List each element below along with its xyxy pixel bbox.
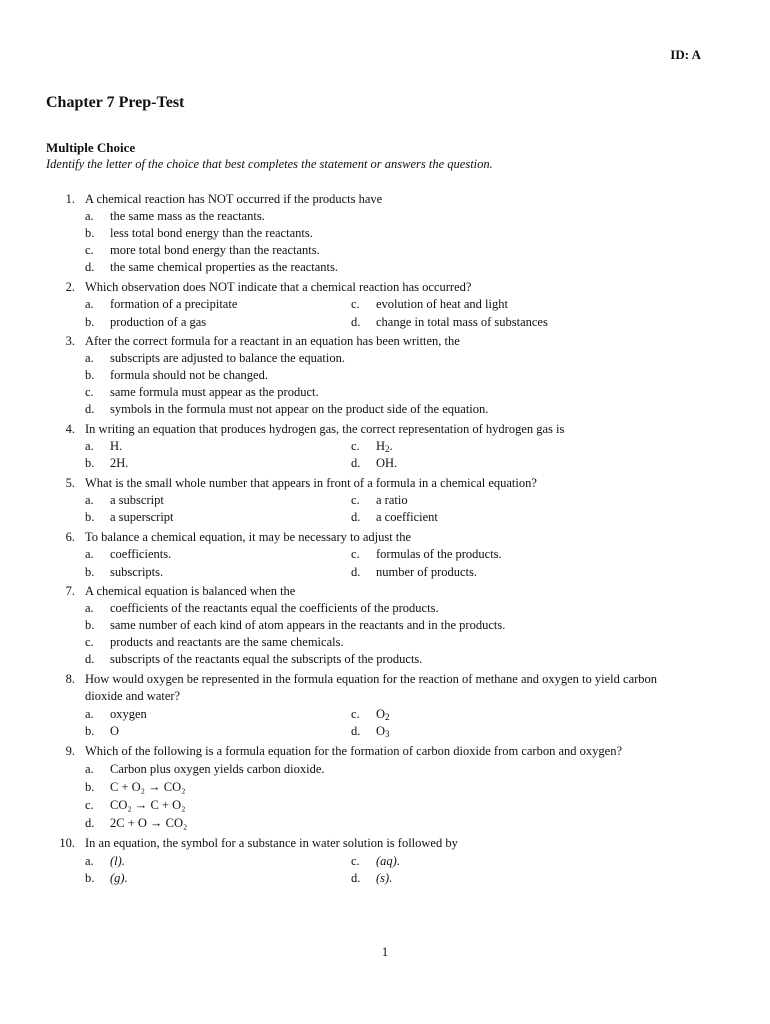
option-letter: a. bbox=[85, 762, 94, 776]
formula-suffix: . bbox=[389, 439, 393, 453]
option-letter: a. bbox=[85, 351, 94, 365]
option-text: OH. bbox=[376, 456, 398, 470]
option-text: (aq). bbox=[376, 854, 400, 868]
option-text: (g). bbox=[110, 871, 128, 885]
option-letter: b. bbox=[85, 780, 95, 794]
option-text: subscripts of the reactants equal the subscripts of the products. bbox=[110, 652, 423, 666]
option-text: oxygen bbox=[110, 707, 147, 721]
option-text: H. bbox=[110, 439, 123, 453]
option-text bbox=[376, 439, 393, 454]
question-number: 9. bbox=[65, 744, 75, 758]
option-text: a superscript bbox=[110, 510, 174, 524]
option-letter: c. bbox=[351, 707, 360, 721]
question-number: 4. bbox=[65, 422, 75, 436]
option-text: production of a gas bbox=[110, 315, 207, 329]
option-text: evolution of heat and light bbox=[376, 297, 508, 311]
question-number: 8. bbox=[65, 672, 75, 686]
option-text: products and reactants are the same chemicals. bbox=[110, 635, 344, 649]
option-letter: c. bbox=[85, 385, 94, 399]
option-letter: a. bbox=[85, 493, 94, 507]
option-text: (l). bbox=[110, 854, 125, 868]
option-text: 2C + O → CO₂ bbox=[110, 816, 188, 830]
option-text: change in total mass of substances bbox=[376, 315, 548, 329]
option-letter: b. bbox=[85, 724, 95, 738]
question-number: 10. bbox=[59, 836, 75, 850]
question-number: 5. bbox=[65, 476, 75, 490]
option-text: (s). bbox=[376, 871, 393, 885]
option-letter: a. bbox=[85, 601, 94, 615]
option-letter: d. bbox=[85, 652, 95, 666]
option-letter: c. bbox=[85, 243, 94, 257]
option-text: symbols in the formula must not appear on the product side of the equation. bbox=[110, 402, 489, 416]
option-text: CO₂ → C + O₂ bbox=[110, 798, 186, 812]
question-text: What is the small whole number that appears in front of a formula in a chemical equation? bbox=[85, 476, 537, 490]
question-text-continued: dioxide and water? bbox=[85, 689, 181, 703]
option-letter: d. bbox=[351, 724, 361, 738]
option-letter: d. bbox=[351, 315, 361, 329]
question-text: To balance a chemical equation, it may be necessary to adjust the bbox=[85, 530, 412, 544]
question-text: After the correct formula for a reactant in an equation has been written, the bbox=[85, 334, 460, 348]
option-text: a subscript bbox=[110, 493, 164, 507]
option-text: the same chemical properties as the reactants. bbox=[110, 260, 339, 274]
option-letter: c. bbox=[351, 493, 360, 507]
option-letter: a. bbox=[85, 209, 94, 223]
option-letter: c. bbox=[85, 635, 94, 649]
question-text: In writing an equation that produces hydrogen gas, the correct representation of hydrogen gas is bbox=[85, 422, 565, 436]
question-number: 6. bbox=[65, 530, 75, 544]
option-text bbox=[376, 707, 390, 722]
option-letter: c. bbox=[351, 854, 360, 868]
subscript: 2 bbox=[385, 712, 390, 722]
question-text: Which observation does NOT indicate that a chemical reaction has occurred? bbox=[85, 280, 472, 294]
option-text: less total bond energy than the reactants. bbox=[110, 226, 313, 240]
option-text: same number of each kind of atom appears in the reactants and in the products. bbox=[110, 618, 506, 632]
option-letter: d. bbox=[351, 565, 361, 579]
formula: O bbox=[376, 707, 386, 721]
question-number: 2. bbox=[65, 280, 75, 294]
option-letter: b. bbox=[85, 226, 95, 240]
option-letter: b. bbox=[85, 315, 95, 329]
option-text: coefficients of the reactants equal the coefficients of the products. bbox=[110, 601, 439, 615]
option-letter: b. bbox=[85, 368, 95, 382]
subscript: 2 bbox=[385, 444, 390, 454]
option-letter: c. bbox=[351, 547, 360, 561]
option-letter: c. bbox=[85, 798, 94, 812]
option-text: C + O₂ → CO₂ bbox=[110, 780, 186, 794]
option-letter: d. bbox=[85, 402, 95, 416]
question-number: 1. bbox=[65, 192, 75, 206]
option-text: O bbox=[110, 724, 120, 738]
option-text: subscripts are adjusted to balance the equation. bbox=[110, 351, 345, 365]
option-text: Carbon plus oxygen yields carbon dioxide. bbox=[110, 762, 325, 776]
question-text: A chemical equation is balanced when the bbox=[85, 584, 296, 598]
option-text: a coefficient bbox=[376, 510, 438, 524]
formula: O bbox=[376, 724, 386, 738]
option-letter: a. bbox=[85, 297, 94, 311]
question-number: 7. bbox=[65, 584, 75, 598]
option-letter: d. bbox=[351, 456, 361, 470]
formula: H bbox=[376, 439, 386, 453]
option-letter: b. bbox=[85, 565, 95, 579]
option-letter: b. bbox=[85, 456, 95, 470]
option-text: the same mass as the reactants. bbox=[110, 209, 265, 223]
page-number: 1 bbox=[381, 945, 389, 959]
section-instructions: Identify the letter of the choice that best completes the statement or answers the question. bbox=[46, 157, 493, 171]
option-text: number of products. bbox=[376, 565, 478, 579]
question-text: A chemical reaction has NOT occurred if the products have bbox=[85, 192, 383, 206]
option-text: a ratio bbox=[376, 493, 408, 507]
option-letter: a. bbox=[85, 547, 94, 561]
option-letter: a. bbox=[85, 439, 94, 453]
option-text: same formula must appear as the product. bbox=[110, 385, 319, 399]
option-text: formation of a precipitate bbox=[110, 297, 238, 311]
question-text: Which of the following is a formula equation for the formation of carbon dioxide from carbon and oxygen? bbox=[85, 744, 622, 758]
option-letter: b. bbox=[85, 871, 95, 885]
id-label: ID: A bbox=[670, 47, 701, 62]
option-letter: d. bbox=[85, 816, 95, 830]
option-letter: c. bbox=[351, 439, 360, 453]
option-letter: d. bbox=[351, 871, 361, 885]
option-letter: b. bbox=[85, 618, 95, 632]
option-text: more total bond energy than the reactants. bbox=[110, 243, 320, 257]
option-letter: b. bbox=[85, 510, 95, 524]
question-number: 3. bbox=[65, 334, 75, 348]
option-letter: d. bbox=[85, 260, 95, 274]
option-text: coefficients. bbox=[110, 547, 172, 561]
section-heading: Multiple Choice bbox=[46, 140, 136, 155]
question-text: How would oxygen be represented in the formula equation for the reaction of methane and oxygen to yield carbon bbox=[85, 672, 658, 686]
page-title: Chapter 7 Prep-Test bbox=[46, 94, 185, 111]
subscript: 3 bbox=[385, 729, 390, 739]
option-text: formula should not be changed. bbox=[110, 368, 268, 382]
option-letter: c. bbox=[351, 297, 360, 311]
option-text: subscripts. bbox=[110, 565, 164, 579]
option-text bbox=[376, 724, 390, 739]
option-text: formulas of the products. bbox=[376, 547, 502, 561]
option-letter: a. bbox=[85, 707, 94, 721]
option-letter: a. bbox=[85, 854, 94, 868]
option-letter: d. bbox=[351, 510, 361, 524]
question-text: In an equation, the symbol for a substance in water solution is followed by bbox=[85, 836, 458, 850]
option-text: 2H. bbox=[110, 456, 129, 470]
